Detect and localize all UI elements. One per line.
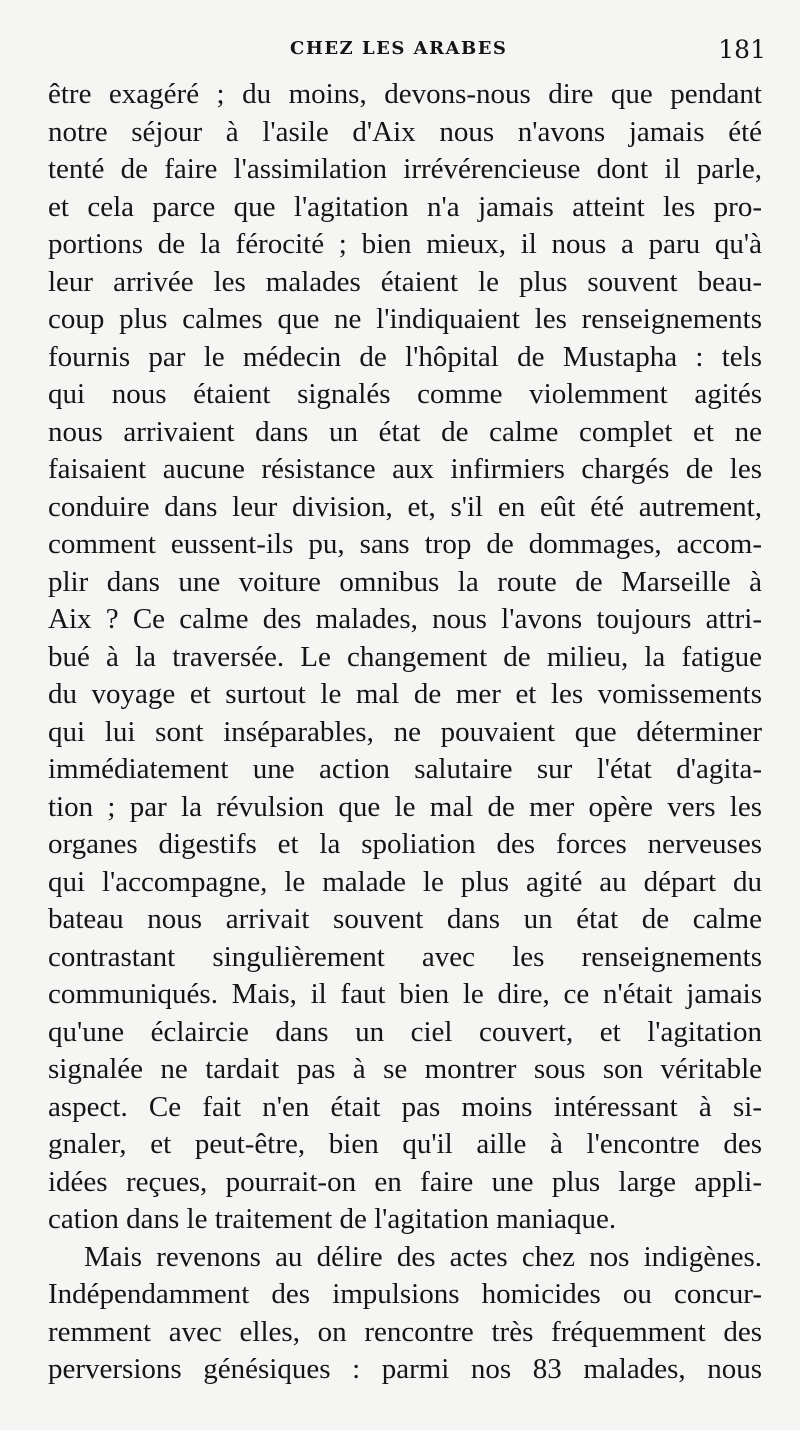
text-line: Mais revenons au délire des actes chez nos indigènes. (84, 1240, 762, 1273)
text-line: Aix ? Ce calme des malades, nous l'avons toujours attri- (48, 603, 762, 635)
text-line: et cela parce que l'agitation n'a jamais atteint les pro- (48, 190, 762, 223)
text-line: qui nous étaient signalés comme violemment agités (48, 378, 762, 410)
text-line: coup plus calmes que ne l'indiquaient les renseignements (48, 303, 762, 335)
body-text (48, 76, 762, 1389)
text-line: conduire dans leur division, et, s'il en eût été autrement, (48, 490, 762, 523)
text-line: cation dans le traitement de l'agitation maniaque. (48, 1203, 617, 1235)
text-line: comment eussent-ils pu, sans trop de dommages, accom- (48, 528, 762, 560)
text-line: fournis par le médecin de l'hôpital de Mustapha : tels (48, 340, 762, 373)
text-line: contrastant singulièrement avec les renseignements (48, 940, 762, 973)
page-number: 181 (718, 35, 766, 64)
text-line: notre séjour à l'asile d'Aix nous n'avons jamais été (48, 115, 762, 148)
text-line: immédiatement une action salutaire sur l'état d'agita- (48, 753, 762, 785)
running-title: CHEZ LES ARABES (290, 38, 508, 59)
text-line: bateau nous arrivait souvent dans un état de calme (48, 903, 762, 935)
text-line: Indépendamment des impulsions homicides ou concur- (48, 1278, 762, 1310)
running-head (0, 35, 800, 66)
text-line: leur arrivée les malades étaient le plus souvent beau- (48, 265, 762, 298)
text-line: faisaient aucune résistance aux infirmiers chargés de les (48, 453, 762, 485)
text-line: organes digestifs et la spoliation des forces nerveuses (48, 828, 762, 860)
text-line: qui lui sont inséparables, ne pouvaient que déterminer (48, 715, 762, 748)
text-line: bué à la traversée. Le changement de milieu, la fatigue (48, 640, 762, 673)
text-line: communiqués. Mais, il faut bien le dire, ce n'était jamais (48, 978, 762, 1010)
text-line: qui l'accompagne, le malade le plus agité au départ du (48, 865, 762, 898)
text-line: tion ; par la révulsion que le mal de mer opère vers les (48, 790, 762, 823)
text-line: du voyage et surtout le mal de mer et les vomissements (48, 678, 762, 710)
text-line: idées reçues, pourrait-on en faire une plus large appli- (48, 1165, 762, 1198)
text-line: remment avec elles, on rencontre très fréquemment des (48, 1315, 762, 1348)
text-line: aspect. Ce fait n'en était pas moins intéressant à si- (48, 1090, 762, 1123)
text-line: être exagéré ; du moins, devons-nous dire que pendant (48, 78, 762, 110)
text-line: gnaler, et peut-être, bien qu'il aille à l'encontre des (48, 1128, 762, 1160)
text-line: tenté de faire l'assimilation irrévérencieuse dont il parle, (48, 153, 762, 185)
text-line: portions de la férocité ; bien mieux, il nous a paru qu'à (48, 228, 762, 260)
text-line: plir dans une voiture omnibus la route de Marseille à (48, 565, 762, 598)
text-line: qu'une éclaircie dans un ciel couvert, et l'agitation (48, 1015, 762, 1048)
text-line: nous arrivaient dans un état de calme complet et ne (48, 415, 762, 448)
text-line: perversions génésiques : parmi nos 83 malades, nous (48, 1353, 762, 1385)
text-line: signalée ne tardait pas à se montrer sous son véritable (48, 1053, 762, 1085)
